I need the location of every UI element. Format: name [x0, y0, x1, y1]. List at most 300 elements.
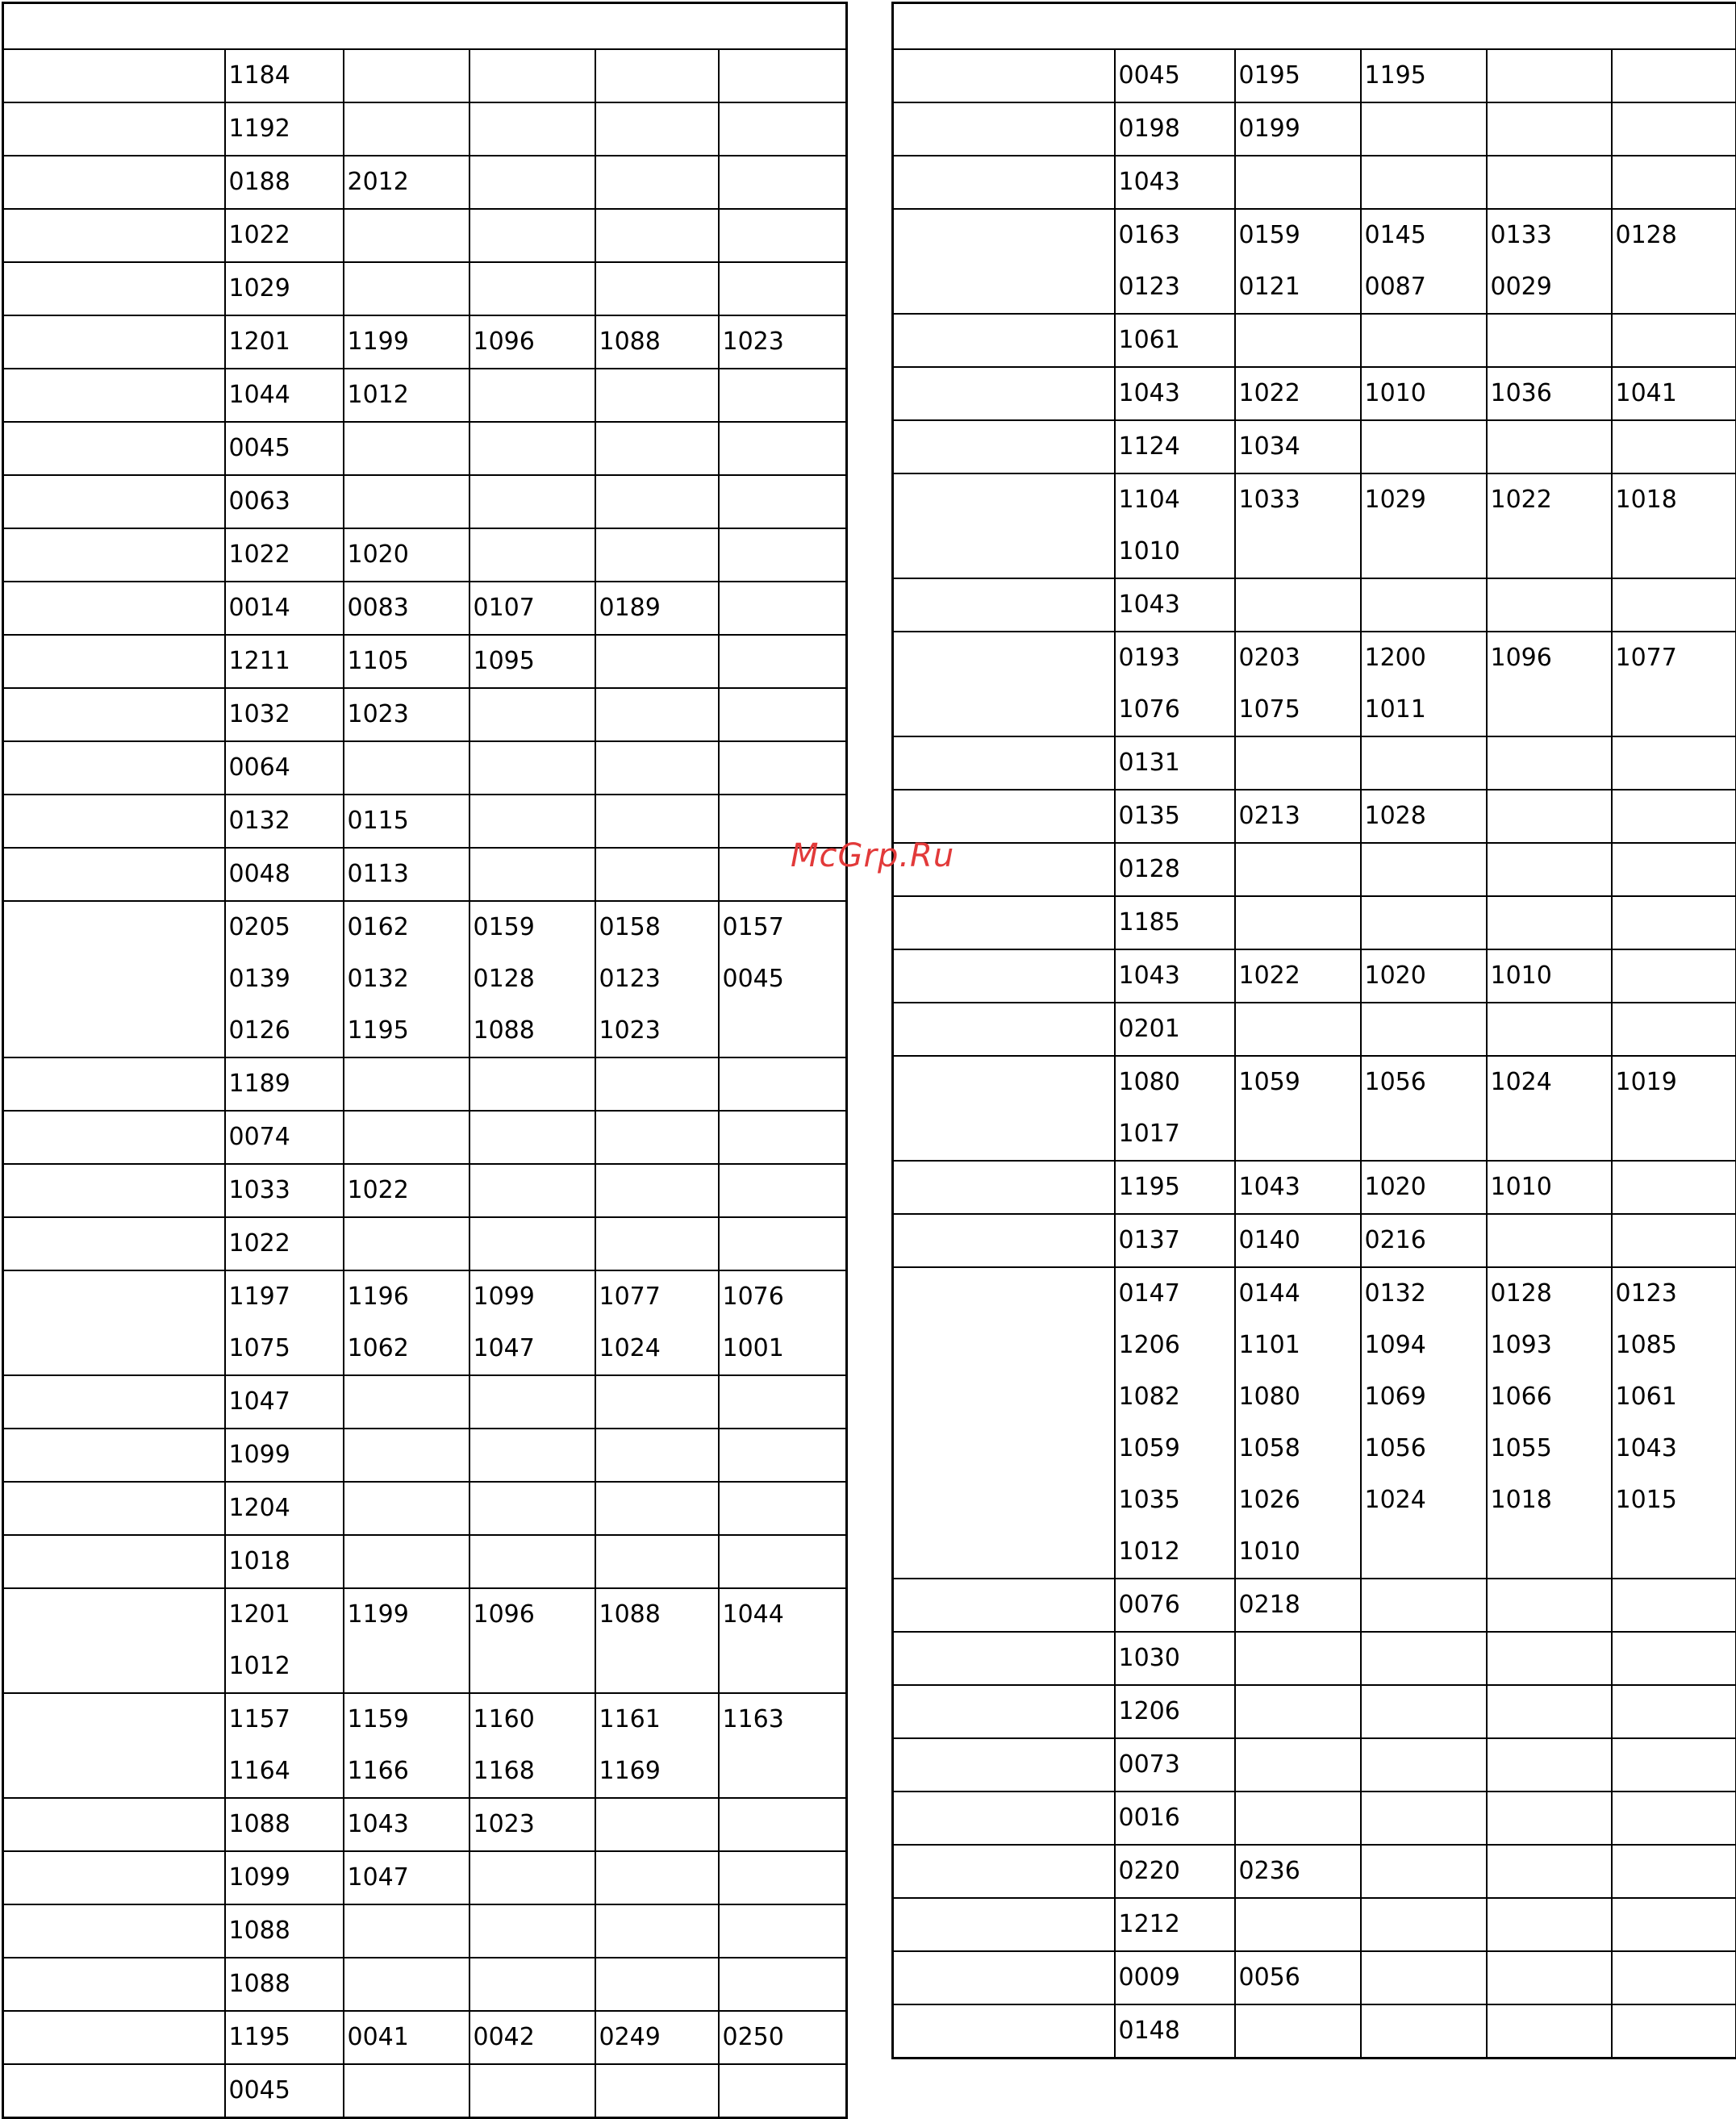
code-value: 1023 — [599, 1005, 718, 1057]
row-label-cell — [3, 1270, 225, 1375]
code-cell — [719, 901, 847, 1057]
code-cell — [469, 2064, 595, 2118]
code-value — [474, 1641, 595, 1692]
code-value — [599, 689, 718, 740]
code-cell — [595, 1057, 719, 1111]
code-cell — [1612, 367, 1736, 420]
code-cell — [719, 102, 847, 156]
code-value: 1088 — [229, 1799, 343, 1850]
code-cell — [344, 1111, 469, 1164]
code-cell — [469, 315, 595, 369]
code-value — [1491, 790, 1611, 842]
code-value — [1239, 1003, 1360, 1055]
code-value — [1491, 1108, 1611, 1160]
code-value: 1011 — [1365, 684, 1486, 736]
code-cell — [344, 315, 469, 369]
code-cell — [595, 1958, 719, 2011]
code-cell — [1115, 1738, 1235, 1792]
row-label-cell — [3, 156, 225, 209]
code-cell — [1361, 896, 1487, 949]
code-value — [1365, 1792, 1486, 1844]
code-value — [1616, 1633, 1736, 1684]
code-value: 1022 — [229, 529, 343, 581]
code-cell — [1235, 1845, 1361, 1898]
table-row — [893, 102, 1736, 156]
row-label-cell — [893, 1632, 1115, 1685]
code-cell — [1361, 578, 1487, 632]
code-value: 1012 — [348, 369, 469, 421]
code-cell — [469, 102, 595, 156]
code-value — [1365, 1526, 1486, 1578]
row-label-cell — [3, 901, 225, 1057]
code-value — [723, 1376, 846, 1428]
code-value — [1616, 1108, 1736, 1160]
code-cell — [225, 901, 344, 1057]
code-value: 1058 — [1239, 1423, 1360, 1475]
code-value: 0201 — [1119, 1003, 1234, 1055]
table-row — [893, 473, 1736, 578]
row-label-cell — [893, 49, 1115, 102]
code-value: 0132 — [229, 795, 343, 847]
row-label-cell — [893, 790, 1115, 843]
code-value: 0115 — [348, 795, 469, 847]
code-cell — [1235, 1792, 1361, 1845]
code-cell — [344, 1429, 469, 1482]
code-value — [1491, 315, 1611, 366]
code-value: 0132 — [1365, 1268, 1486, 1320]
code-value — [723, 263, 846, 315]
code-cell — [1361, 790, 1487, 843]
table-row — [893, 367, 1736, 420]
code-value: 1160 — [474, 1694, 595, 1746]
code-value — [723, 636, 846, 687]
code-value: 1022 — [229, 1218, 343, 1270]
code-value: 1095 — [474, 636, 595, 687]
code-value — [474, 1536, 595, 1587]
code-cell — [225, 2064, 344, 2118]
code-cell — [344, 2064, 469, 2118]
code-value — [474, 1483, 595, 1534]
code-cell — [1235, 367, 1361, 420]
table-row — [3, 422, 847, 475]
code-cell — [469, 1535, 595, 1588]
code-value — [474, 742, 595, 794]
code-value: 0249 — [599, 2012, 718, 2063]
code-value — [723, 1058, 846, 1110]
code-value — [723, 1005, 846, 1057]
code-value — [599, 369, 718, 421]
code-cell — [225, 1375, 344, 1429]
code-value: 1010 — [1491, 950, 1611, 1002]
code-cell — [344, 1164, 469, 1217]
code-value — [599, 1905, 718, 1957]
code-value — [1491, 1686, 1611, 1737]
code-value: 1012 — [1119, 1526, 1234, 1578]
code-value: 1169 — [599, 1746, 718, 1797]
code-value — [474, 103, 595, 155]
code-value: 1043 — [1119, 156, 1234, 208]
code-cell — [1235, 1951, 1361, 2004]
code-value: 0218 — [1239, 1579, 1360, 1631]
row-label-cell — [3, 688, 225, 741]
code-cell — [469, 422, 595, 475]
code-value — [723, 582, 846, 634]
code-cell — [719, 1164, 847, 1217]
code-cell — [1487, 790, 1612, 843]
row-label-cell — [3, 2064, 225, 2118]
code-cell — [225, 156, 344, 209]
code-value: 0193 — [1119, 632, 1234, 684]
code-value — [474, 849, 595, 900]
code-cell — [1487, 1792, 1612, 1845]
code-value — [599, 795, 718, 847]
code-cell — [719, 2011, 847, 2064]
table-row — [893, 632, 1736, 736]
code-cell — [344, 369, 469, 422]
row-label-cell — [893, 1951, 1115, 2004]
code-cell — [225, 1482, 344, 1535]
code-cell — [1361, 1898, 1487, 1951]
row-label-cell — [893, 420, 1115, 473]
table-row — [3, 688, 847, 741]
row-label-cell — [893, 367, 1115, 420]
code-value — [474, 1852, 595, 1904]
code-cell — [225, 1851, 344, 1904]
code-cell — [1361, 1951, 1487, 2004]
code-value: 1101 — [1239, 1320, 1360, 1371]
code-cell — [719, 1693, 847, 1798]
code-value — [1616, 844, 1736, 895]
code-value: 1088 — [229, 1958, 343, 2010]
code-value — [723, 1905, 846, 1957]
code-cell — [1115, 578, 1235, 632]
code-value — [348, 2065, 469, 2117]
code-cell — [595, 315, 719, 369]
code-cell — [595, 1429, 719, 1482]
row-label-cell — [893, 102, 1115, 156]
code-cell — [225, 1535, 344, 1588]
row-label-cell — [893, 896, 1115, 949]
code-cell — [1487, 1056, 1612, 1161]
code-value — [348, 1058, 469, 1110]
code-cell — [719, 2064, 847, 2118]
code-value: 1104 — [1119, 474, 1234, 526]
code-cell — [344, 528, 469, 582]
code-cell — [1487, 1267, 1612, 1579]
code-cell — [595, 1375, 719, 1429]
row-label-cell — [3, 475, 225, 528]
code-value — [723, 742, 846, 794]
code-cell — [719, 688, 847, 741]
code-cell — [469, 741, 595, 795]
code-cell — [595, 795, 719, 848]
code-value: 1185 — [1119, 897, 1234, 949]
code-cell — [1235, 1056, 1361, 1161]
code-value: 1032 — [229, 689, 343, 740]
code-cell — [344, 1693, 469, 1798]
code-value — [1616, 315, 1736, 366]
code-cell — [344, 1904, 469, 1958]
code-value: 1061 — [1616, 1371, 1736, 1423]
code-cell — [1235, 473, 1361, 578]
code-cell — [469, 1482, 595, 1535]
code-value — [474, 50, 595, 102]
code-value: 1061 — [1119, 315, 1234, 366]
code-cell — [719, 1851, 847, 1904]
row-label-cell — [3, 1798, 225, 1851]
code-value — [1365, 579, 1486, 631]
code-value: 0203 — [1239, 632, 1360, 684]
code-value — [348, 1641, 469, 1692]
code-cell — [1115, 896, 1235, 949]
code-value: 1043 — [1119, 368, 1234, 419]
code-value: 1030 — [1119, 1633, 1234, 1684]
code-value: 0139 — [229, 953, 343, 1005]
code-value: 1056 — [1365, 1057, 1486, 1108]
code-cell — [595, 635, 719, 688]
code-value: 1041 — [1616, 368, 1736, 419]
code-value — [723, 1746, 846, 1797]
code-value — [1491, 897, 1611, 949]
code-value — [1491, 421, 1611, 473]
table-row — [3, 369, 847, 422]
code-value — [1491, 1633, 1611, 1684]
code-value — [1491, 579, 1611, 631]
code-value — [1616, 1003, 1736, 1055]
code-value: 1096 — [474, 1589, 595, 1641]
code-value — [348, 423, 469, 474]
code-cell — [469, 1693, 595, 1798]
code-value — [1365, 844, 1486, 895]
code-cell — [1115, 420, 1235, 473]
code-cell — [719, 475, 847, 528]
code-cell — [469, 1429, 595, 1482]
code-cell — [344, 1375, 469, 1429]
code-value — [723, 103, 846, 155]
table-row — [893, 1685, 1736, 1738]
code-value — [1491, 1899, 1611, 1950]
code-cell — [1361, 2004, 1487, 2059]
row-label-cell — [893, 949, 1115, 1003]
code-cell — [1612, 1161, 1736, 1214]
code-value — [474, 1429, 595, 1481]
code-cell — [344, 1535, 469, 1588]
row-label-cell — [893, 1579, 1115, 1632]
code-cell — [1612, 1845, 1736, 1898]
table-row — [893, 49, 1736, 102]
code-cell — [1235, 736, 1361, 790]
code-value: 1043 — [1119, 579, 1234, 631]
code-value: 0045 — [723, 953, 846, 1005]
table-row — [893, 1738, 1736, 1792]
code-cell — [1361, 156, 1487, 209]
code-value: 1059 — [1239, 1057, 1360, 1108]
code-cell — [1612, 1214, 1736, 1267]
code-cell — [344, 49, 469, 102]
row-label-cell — [3, 262, 225, 315]
code-value — [1616, 103, 1736, 155]
code-cell — [469, 262, 595, 315]
row-label-cell — [3, 1482, 225, 1535]
code-cell — [1115, 1845, 1235, 1898]
code-value — [1491, 2005, 1611, 2057]
code-cell — [1235, 2004, 1361, 2059]
row-label-cell — [3, 1535, 225, 1588]
row-label-cell — [3, 2011, 225, 2064]
code-cell — [1235, 1632, 1361, 1685]
code-value — [1616, 1215, 1736, 1266]
code-value: 1189 — [229, 1058, 343, 1110]
code-value: 1088 — [599, 316, 718, 368]
code-cell — [1235, 102, 1361, 156]
table-row — [3, 1164, 847, 1217]
code-cell — [1115, 1214, 1235, 1267]
code-value — [599, 1429, 718, 1481]
code-value — [474, 210, 595, 261]
code-cell — [595, 262, 719, 315]
code-cell — [1487, 102, 1612, 156]
table-row — [3, 1851, 847, 1904]
code-cell — [225, 209, 344, 262]
row-label-cell — [3, 1164, 225, 1217]
code-value: 1022 — [348, 1165, 469, 1216]
code-value — [599, 263, 718, 315]
code-value — [1491, 844, 1611, 895]
code-cell — [225, 1270, 344, 1375]
row-label-cell — [893, 1898, 1115, 1951]
code-value: 1001 — [723, 1323, 846, 1374]
code-value — [723, 1429, 846, 1481]
code-cell — [1235, 578, 1361, 632]
code-value — [1365, 421, 1486, 473]
code-cell — [1235, 843, 1361, 896]
code-cell — [1115, 1685, 1235, 1738]
code-value: 1047 — [474, 1323, 595, 1374]
code-value: 1099 — [474, 1271, 595, 1323]
code-cell — [225, 315, 344, 369]
code-value — [723, 1799, 846, 1850]
code-cell — [1361, 1738, 1487, 1792]
table-row — [3, 102, 847, 156]
code-cell — [1612, 1792, 1736, 1845]
code-value — [723, 1536, 846, 1587]
code-cell — [1361, 1792, 1487, 1845]
code-cell — [469, 1851, 595, 1904]
code-cell — [469, 1164, 595, 1217]
code-value: 0048 — [229, 849, 343, 900]
code-value — [348, 210, 469, 261]
code-value — [1491, 684, 1611, 736]
table-row — [893, 1792, 1736, 1845]
code-value — [348, 50, 469, 102]
code-value — [1365, 897, 1486, 949]
code-cell — [1361, 949, 1487, 1003]
code-cell — [1235, 1161, 1361, 1214]
code-cell — [1115, 790, 1235, 843]
code-value: 1105 — [348, 636, 469, 687]
code-cell — [595, 1904, 719, 1958]
code-value — [1491, 156, 1611, 208]
code-cell — [1487, 1738, 1612, 1792]
code-value: 1010 — [1491, 1162, 1611, 1213]
table-row — [3, 156, 847, 209]
code-value — [1365, 1686, 1486, 1737]
code-value — [1365, 1846, 1486, 1897]
code-cell — [344, 848, 469, 901]
code-value — [1491, 1579, 1611, 1631]
code-cell — [469, 901, 595, 1057]
code-value: 0045 — [229, 2065, 343, 2117]
code-value — [1616, 526, 1736, 578]
table-row — [3, 1482, 847, 1535]
code-cell — [225, 262, 344, 315]
code-value: 1199 — [348, 1589, 469, 1641]
table-row — [3, 795, 847, 848]
code-value — [1365, 315, 1486, 366]
right-code-table — [891, 2, 1736, 2059]
code-value: 0042 — [474, 2012, 595, 2063]
row-label-cell — [893, 1161, 1115, 1214]
code-cell — [595, 475, 719, 528]
code-value — [1616, 790, 1736, 842]
code-value — [1365, 156, 1486, 208]
code-cell — [1115, 49, 1235, 102]
code-value: 1010 — [1239, 1526, 1360, 1578]
code-cell — [1487, 367, 1612, 420]
code-cell — [1235, 1685, 1361, 1738]
code-cell — [469, 475, 595, 528]
code-cell — [1361, 1685, 1487, 1738]
code-cell — [1487, 209, 1612, 314]
table-row — [893, 1632, 1736, 1685]
code-value: 1022 — [1239, 368, 1360, 419]
code-value: 1161 — [599, 1694, 718, 1746]
code-value: 1196 — [348, 1271, 469, 1323]
code-value — [1239, 737, 1360, 789]
code-value: 0128 — [1119, 844, 1234, 895]
code-cell — [1612, 473, 1736, 578]
code-value: 0045 — [229, 423, 343, 474]
row-label-cell — [893, 314, 1115, 367]
code-value — [599, 1641, 718, 1692]
code-value — [1616, 421, 1736, 473]
code-cell — [1235, 314, 1361, 367]
code-cell — [1612, 102, 1736, 156]
code-cell — [1487, 843, 1612, 896]
row-label-cell — [3, 741, 225, 795]
row-label-cell — [893, 1056, 1115, 1161]
table-row — [3, 1535, 847, 1588]
code-cell — [1361, 632, 1487, 736]
code-value — [348, 742, 469, 794]
code-cell — [1115, 949, 1235, 1003]
table-row — [3, 1111, 847, 1164]
code-cell — [719, 262, 847, 315]
code-cell — [719, 1904, 847, 1958]
code-value: 1077 — [1616, 632, 1736, 684]
code-value — [1239, 315, 1360, 366]
code-cell — [1487, 1685, 1612, 1738]
code-cell — [1235, 1214, 1361, 1267]
code-cell — [225, 49, 344, 102]
code-cell — [719, 1958, 847, 2011]
code-value: 1043 — [1239, 1162, 1360, 1213]
code-value — [723, 689, 846, 740]
right-table-body — [893, 3, 1736, 2059]
code-value: 1069 — [1365, 1371, 1486, 1423]
table-row — [893, 1214, 1736, 1267]
code-value: 1029 — [1365, 474, 1486, 526]
